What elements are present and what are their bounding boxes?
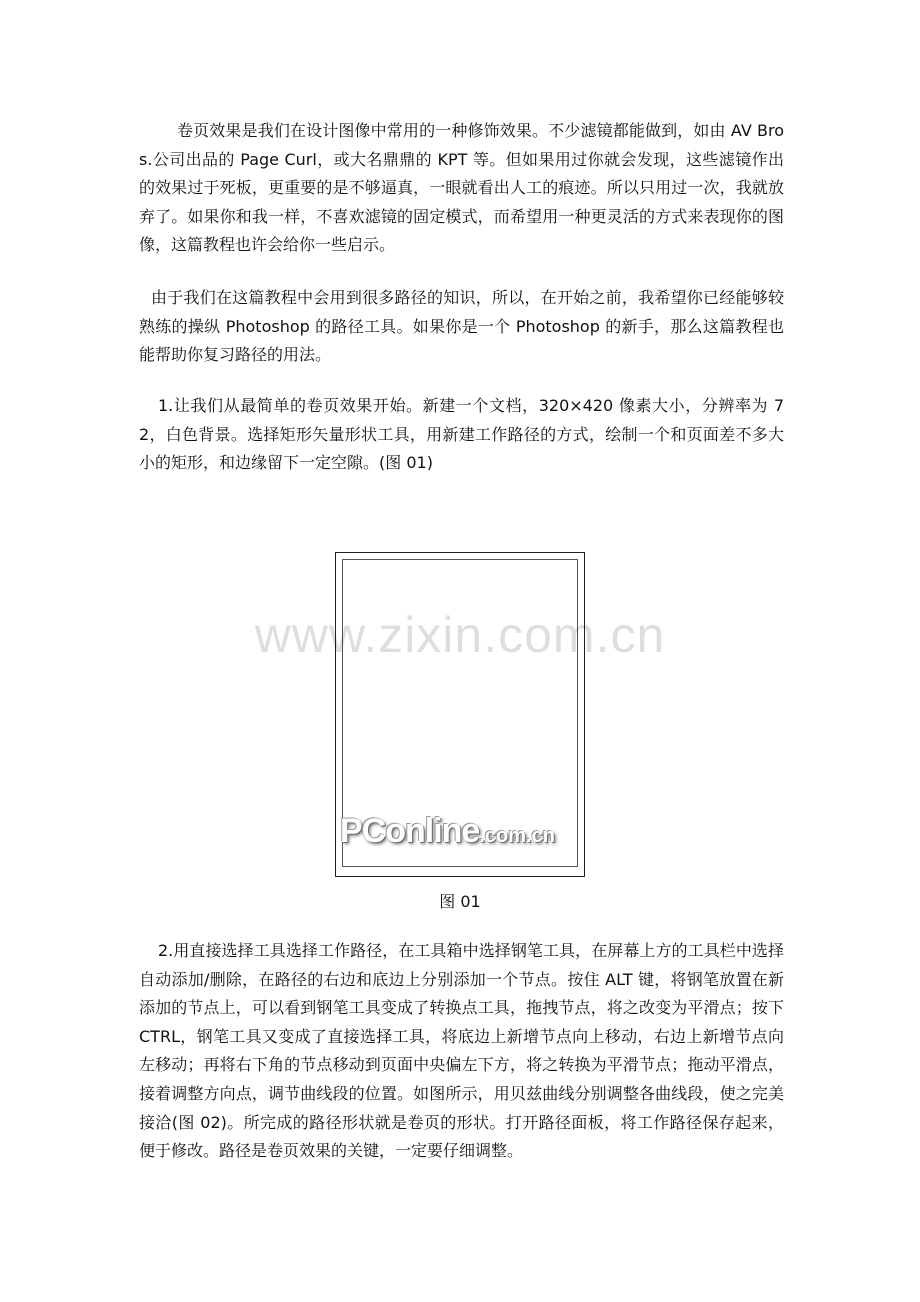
pconline-logo	[340, 812, 580, 858]
step-2-paragraph: 2.用直接选择工具选择工作路径，在工具箱中选择钢笔工具，在屏幕上方的工具栏中选择自动添加/删除，在路径的右边和底边上分别添加一个节点。按住 ALT 键，将钢笔放置在新添加的节点上，可以看到钢笔工具变成了转换点工具，拖拽节点，将之改变为平滑点；按下 CTRL，钢笔工具又变成了直接选择工具，将底边上新增节点向上移动，右边上新增节点向左移动；再将右下角的节点移动到页面中央偏左下方，将之转换为平滑节点；拖动平滑点，接着调整方向点，调节曲线段的位置。如图所示，用贝兹曲线分别调整各曲线段，使之完美接洽(图 02)。所完成的路径形状就是卷页的形状。打开路径面板，将工作路径保存起来，便于修改。路径是卷页效果的关键，一定要仔细调整。	[139, 941, 784, 1161]
pconline-logo-suffix: .com.cn	[479, 825, 555, 847]
step-1-paragraph: 1.让我们从最简单的卷页效果开始。新建一个文档，320×420 像素大小，分辨率为 72，白色背景。选择矩形矢量形状工具，用新建工作路径的方式，绘制一个和页面差不多大小的矩形，和边缘留下一定空隙。(图 01)	[139, 396, 784, 473]
intro-paragraph: 卷页效果是我们在设计图像中常用的一种修饰效果。不少滤镜都能做到，如由 AV Bros.公司出品的 Page Curl，或大名鼎鼎的 KPT 等。但如果用过你就会发现，这些滤镜作出的效果过于死板，更重要的是不够逼真，一眼就看出人工的痕迹。所以只用过一次，我就放弃了。如果你和我一样，不喜欢滤镜的固定模式，而希望用一种更灵活的方式来表现你的图像，这篇教程也许会给你一些启示。	[139, 121, 784, 255]
pconline-logo-main: PConline	[340, 812, 480, 850]
figure-caption: 图 01	[439, 892, 481, 911]
prerequisite-paragraph: 由于我们在这篇教程中会用到很多路径的知识，所以，在开始之前，我希望你已经能够较熟练的操纵 Photoshop 的路径工具。如果你是一个 Photoshop 的新手，那么这篇教程也能帮助你复习路径的用法。	[139, 288, 784, 365]
